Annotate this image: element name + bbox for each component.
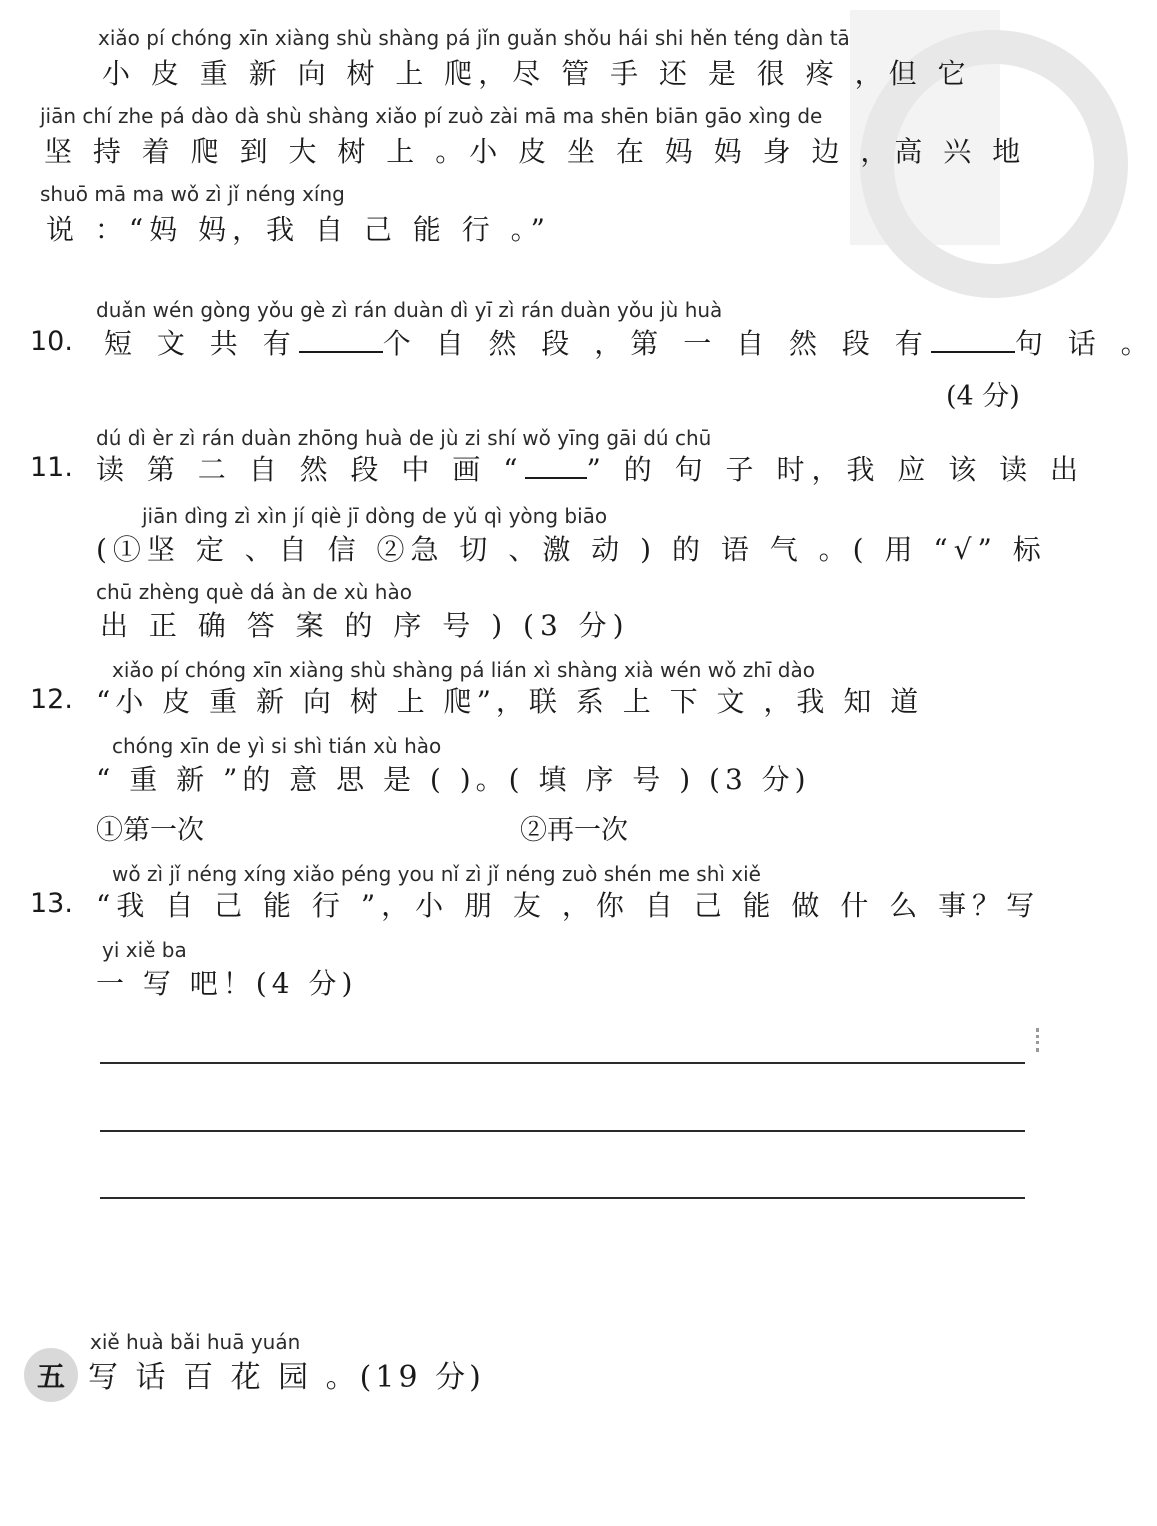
answer-line-1[interactable]: [100, 1062, 1025, 1064]
q12-option1[interactable]: ①第一次: [96, 815, 204, 846]
story-line1-pinyin: xiǎo pí chóng xīn xiàng shù shàng pá jǐn guǎn shǒu hái shi hěn téng dàn tā: [98, 26, 850, 50]
q12-pinyin2: chóng xīn de yì si shì tián xù hào: [112, 734, 442, 758]
q11-blank[interactable]: [525, 453, 587, 479]
q10-pinyin: duǎn wén gòng yǒu gè zì rán duàn dì yī zì rán duàn yǒu jù huà: [96, 298, 723, 322]
q11-pinyin3: chū zhèng què dá àn de xù hào: [96, 580, 412, 604]
answer-line-3[interactable]: [100, 1197, 1025, 1199]
q13-text1: “我 自 己 能 行 ”，小 朋 友 ，你 自 己 能 做 什 么 事？写: [96, 889, 1041, 922]
q11-number: 11.: [30, 452, 73, 483]
section5-pinyin: xiě huà bǎi huā yuán: [90, 1330, 301, 1354]
q11-pinyin2: jiān dìng zì xìn jí qiè jī dòng de yǔ qì yòng biāo: [142, 504, 608, 528]
q12-number: 12.: [30, 684, 73, 715]
q10-text-a: 短 文 共 有: [104, 327, 299, 360]
q11-text1-b: ” 的 句 子 时，我 应 该 读 出: [586, 453, 1086, 486]
q10-text-b: 个 自 然 段 ，第 一 自 然 段 有: [382, 327, 931, 360]
story-line1-text: 小 皮 重 新 向 树 上 爬，尽 管 手 还 是 很 疼 ，但 它: [102, 57, 972, 90]
story-line3-text: 说 ：“妈 妈，我 自 己 能 行 。”: [46, 213, 551, 246]
q11-text3: 出 正 确 答 案 的 序 号 ) (3 分): [100, 609, 630, 642]
q10-text: [104, 322, 1157, 362]
q12-text1: “小 皮 重 新 向 树 上 爬”，联 系 上 下 文 ，我 知 道: [96, 685, 924, 718]
answer-line-2[interactable]: [100, 1130, 1025, 1132]
q10-text-c: 句 话 。: [1014, 327, 1157, 360]
q10-blank-sentences[interactable]: [931, 327, 1015, 353]
watermark-seal: [850, 10, 1000, 245]
q11-text1: [96, 448, 1085, 488]
q13-text2: 一 写 吧！(4 分): [96, 967, 358, 1000]
q10-number: 10.: [30, 326, 73, 357]
margin-dots: [1036, 1028, 1043, 1052]
section5-title: 写 话 百 花 园 。(19 分): [88, 1360, 485, 1395]
q10-score: (4 分): [946, 381, 1020, 412]
q13-pinyin1: wǒ zì jǐ néng xíng xiǎo péng you nǐ zì jǐ néng zuò shén me shì xiě: [112, 862, 761, 886]
q12-pinyin1: xiǎo pí chóng xīn xiàng shù shàng pá lián xì shàng xià wén wǒ zhī dào: [112, 658, 815, 682]
q12-option2[interactable]: ②再一次: [520, 815, 628, 846]
q13-number: 13.: [30, 888, 73, 919]
q13-pinyin2: yi xiě ba: [102, 938, 187, 962]
story-line3-pinyin: shuō mā ma wǒ zì jǐ néng xíng: [40, 182, 345, 206]
q11-text2: (①坚 定 、自 信 ②急 切 、激 动 ) 的 语 气 。( 用 “√” 标: [96, 533, 1047, 566]
section5-badge: 五: [24, 1348, 78, 1402]
story-line2-text: 坚 持 着 爬 到 大 树 上 。小 皮 坐 在 妈 妈 身 边 ，高 兴 地: [44, 135, 1027, 168]
q11-text1-a: 读 第 二 自 然 段 中 画 “: [96, 453, 525, 486]
q11-pinyin1: dú dì èr zì rán duàn zhōng huà de jù zi shí wǒ yīng gāi dú chū: [96, 426, 712, 450]
story-line2-pinyin: jiān chí zhe pá dào dà shù shàng xiǎo pí zuò zài mā ma shēn biān gāo xìng de: [40, 104, 823, 128]
q12-text2: “ 重 新 ”的 意 思 是 ( )。( 填 序 号 ) (3 分): [96, 763, 811, 796]
q10-blank-paragraphs[interactable]: [299, 327, 383, 353]
